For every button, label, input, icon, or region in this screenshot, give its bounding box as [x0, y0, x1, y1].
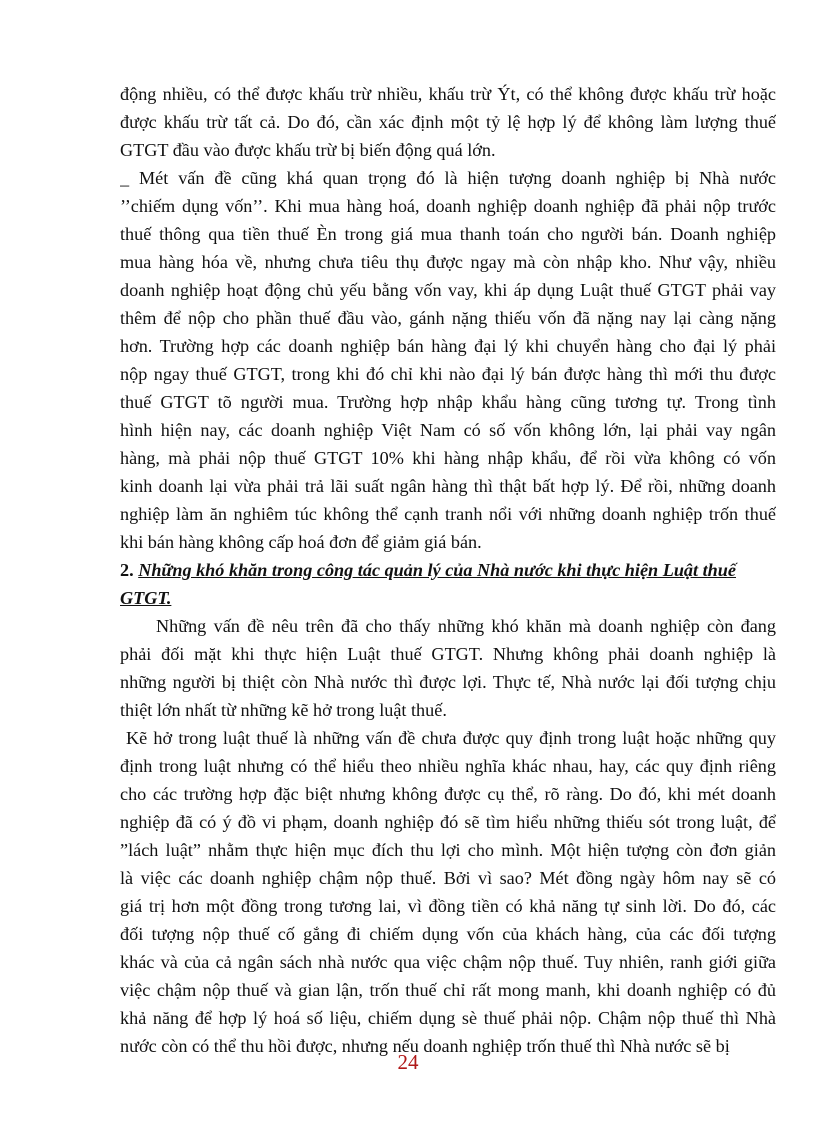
text-line: hàng, mà phải nộp thuế GTGT 10% khi hàng nhập khẩu, để rồi vừa không có vốn	[120, 448, 776, 468]
text-line: khi bán hàng không cấp hoá đơn để giảm giá bán.	[120, 532, 482, 552]
paragraph-capital-appropriation	[120, 164, 776, 556]
heading-title-continued: GTGT.	[120, 588, 172, 608]
text-line: kinh doanh lại vừa phải trả lãi suất ngân hàng thì thật bất hợp lý. Để rồi, những doanh	[120, 476, 776, 496]
text-line: nước còn có thể thu hồi được, nhưng nếu doanh nghiệp trốn thuế thì Nhà nước sẽ bị	[120, 1036, 730, 1056]
text-line: động nhiều, có thể được khấu trừ nhiều, khấu trừ Ýt, có thể không được khấu trừ hoặc	[120, 84, 776, 104]
text-line: khả năng để hợp lý hoá số liệu, chiếm dụng sè thuế phải nộp. Chậm nộp thuế thì Nhà	[120, 1008, 776, 1028]
text-line: được khấu trừ tất cả. Do đó, cần xác định một tỷ lệ hợp lý để không làm lượng thuế	[120, 112, 776, 132]
text-line: định trong luật nhưng có thể hiểu theo nhiều nghĩa khác nhau, hay, các quy định riêng	[120, 756, 776, 776]
text-line: doanh nghiệp hoạt động chủ yếu bằng vốn vay, khi áp dụng Luật thuế GTGT phải vay	[120, 280, 776, 300]
paragraph-deduction	[120, 80, 776, 164]
page-number: 24	[397, 1050, 419, 1074]
text-line: việc chậm nộp thuế và gian lận, trốn thuế chỉ rất mong manh, khi doanh nghiệp có đủ	[120, 980, 776, 1000]
heading-title: Những khó khăn trong công tác quản lý của Nhà nước khi thực hiện Luật thuế	[138, 560, 736, 580]
heading-line	[120, 584, 776, 612]
paragraph-tax-loopholes	[120, 724, 776, 1060]
text-line: thuế GTGT tõ người mua. Trường hợp nhập khẩu hàng cũng tương tự. Trong tình	[120, 392, 776, 412]
text-line: nộp ngay thuế GTGT, trong khi đó chỉ khi nào đại lý bán được hàng thì mới thu được	[120, 364, 776, 384]
text-line: Những vấn đề nêu trên đã cho thấy những khó khăn mà doanh nghiệp còn đang	[156, 616, 776, 636]
text-line: thiệt lớn nhất từ những kẽ hở trong luật thuế.	[120, 700, 447, 720]
text-line: ’’chiếm dụng vốn’’. Khi mua hàng hoá, doanh nghiệp doanh nghiệp đã phải nộp trước	[120, 196, 776, 216]
text-line: cho các trường hợp đặc biệt nhưng không được cụ thể, rõ ràng. Do đó, khi mét doanh	[120, 784, 776, 804]
text-line: là việc các doanh nghiệp chậm nộp thuế. Bởi vì sao? Mét đồng ngày hôm nay sẽ có	[120, 868, 776, 888]
section-heading	[120, 556, 776, 612]
text-line: nghiệp đã có ý đồ vi phạm, doanh nghiệp đó sẽ tìm hiểu những thiếu sót trong luật, để	[120, 812, 776, 832]
text-line: hơn. Trường hợp các doanh nghiệp bán hàng đại lý khi chuyển hàng cho đại lý phải	[120, 336, 776, 356]
paragraph-state-difficulties	[120, 612, 776, 724]
text-line: khác và của cả ngân sách nhà nước qua việc chậm nộp thuế. Tuy nhiên, ranh giới giữa	[120, 952, 776, 972]
text-line: hình hiện nay, các doanh nghiệp Việt Nam có số vốn không lớn, lại phải vay ngân	[120, 420, 776, 440]
text-line: Kẽ hở trong luật thuế là những vấn đề chưa được quy định trong luật hoặc những quy	[126, 728, 776, 748]
text-line: thêm để nộp cho phần thuế đầu vào, gánh nặng thiếu vốn đã nặng nay lại càng nặng	[120, 308, 776, 328]
text-line: mua hàng hóa về, nhưng chưa tiêu thụ được ngay mà còn nhập kho. Như vậy, nhiều	[120, 252, 776, 272]
text-line: thuế thông qua tiền thuế Èn trong giá mua thanh toán cho người bán. Doanh nghiệp	[120, 224, 776, 244]
heading-line	[120, 556, 776, 584]
text-line: GTGT đầu vào được khấu trừ bị biến động quá lớn.	[120, 140, 496, 160]
text-line: ”lách luật” nhằm thực hiện mục đích thu lợi cho mình. Một hiện tượng còn đơn giản	[120, 840, 776, 860]
text-line: đối tượng nộp thuế cố gắng đi chiếm dụng vốn của khách hàng, của các đối tượng	[120, 924, 776, 944]
text-line: giá trị hơn một đồng trong tương lai, vì đồng tiền có khả năng tự sinh lời. Do đó, các	[120, 896, 776, 916]
text-line: những người bị thiệt còn Nhà nước thì được lợi. Thực tế, Nhà nước lại đối tượng chịu	[120, 672, 776, 692]
heading-number: 2.	[120, 560, 134, 580]
text-line: phải đối mặt khi thực hiện Luật thuế GTGT. Nhưng không phải doanh nghiệp là	[120, 644, 776, 664]
text-line: _ Mét vấn đề cũng khá quan trọng đó là hiện tượng doanh nghiệp bị Nhà nước	[120, 168, 776, 188]
text-line: nghiệp làm ăn nghiêm túc không thể cạnh tranh nổi với những doanh nghiệp trốn thuế	[120, 504, 776, 524]
